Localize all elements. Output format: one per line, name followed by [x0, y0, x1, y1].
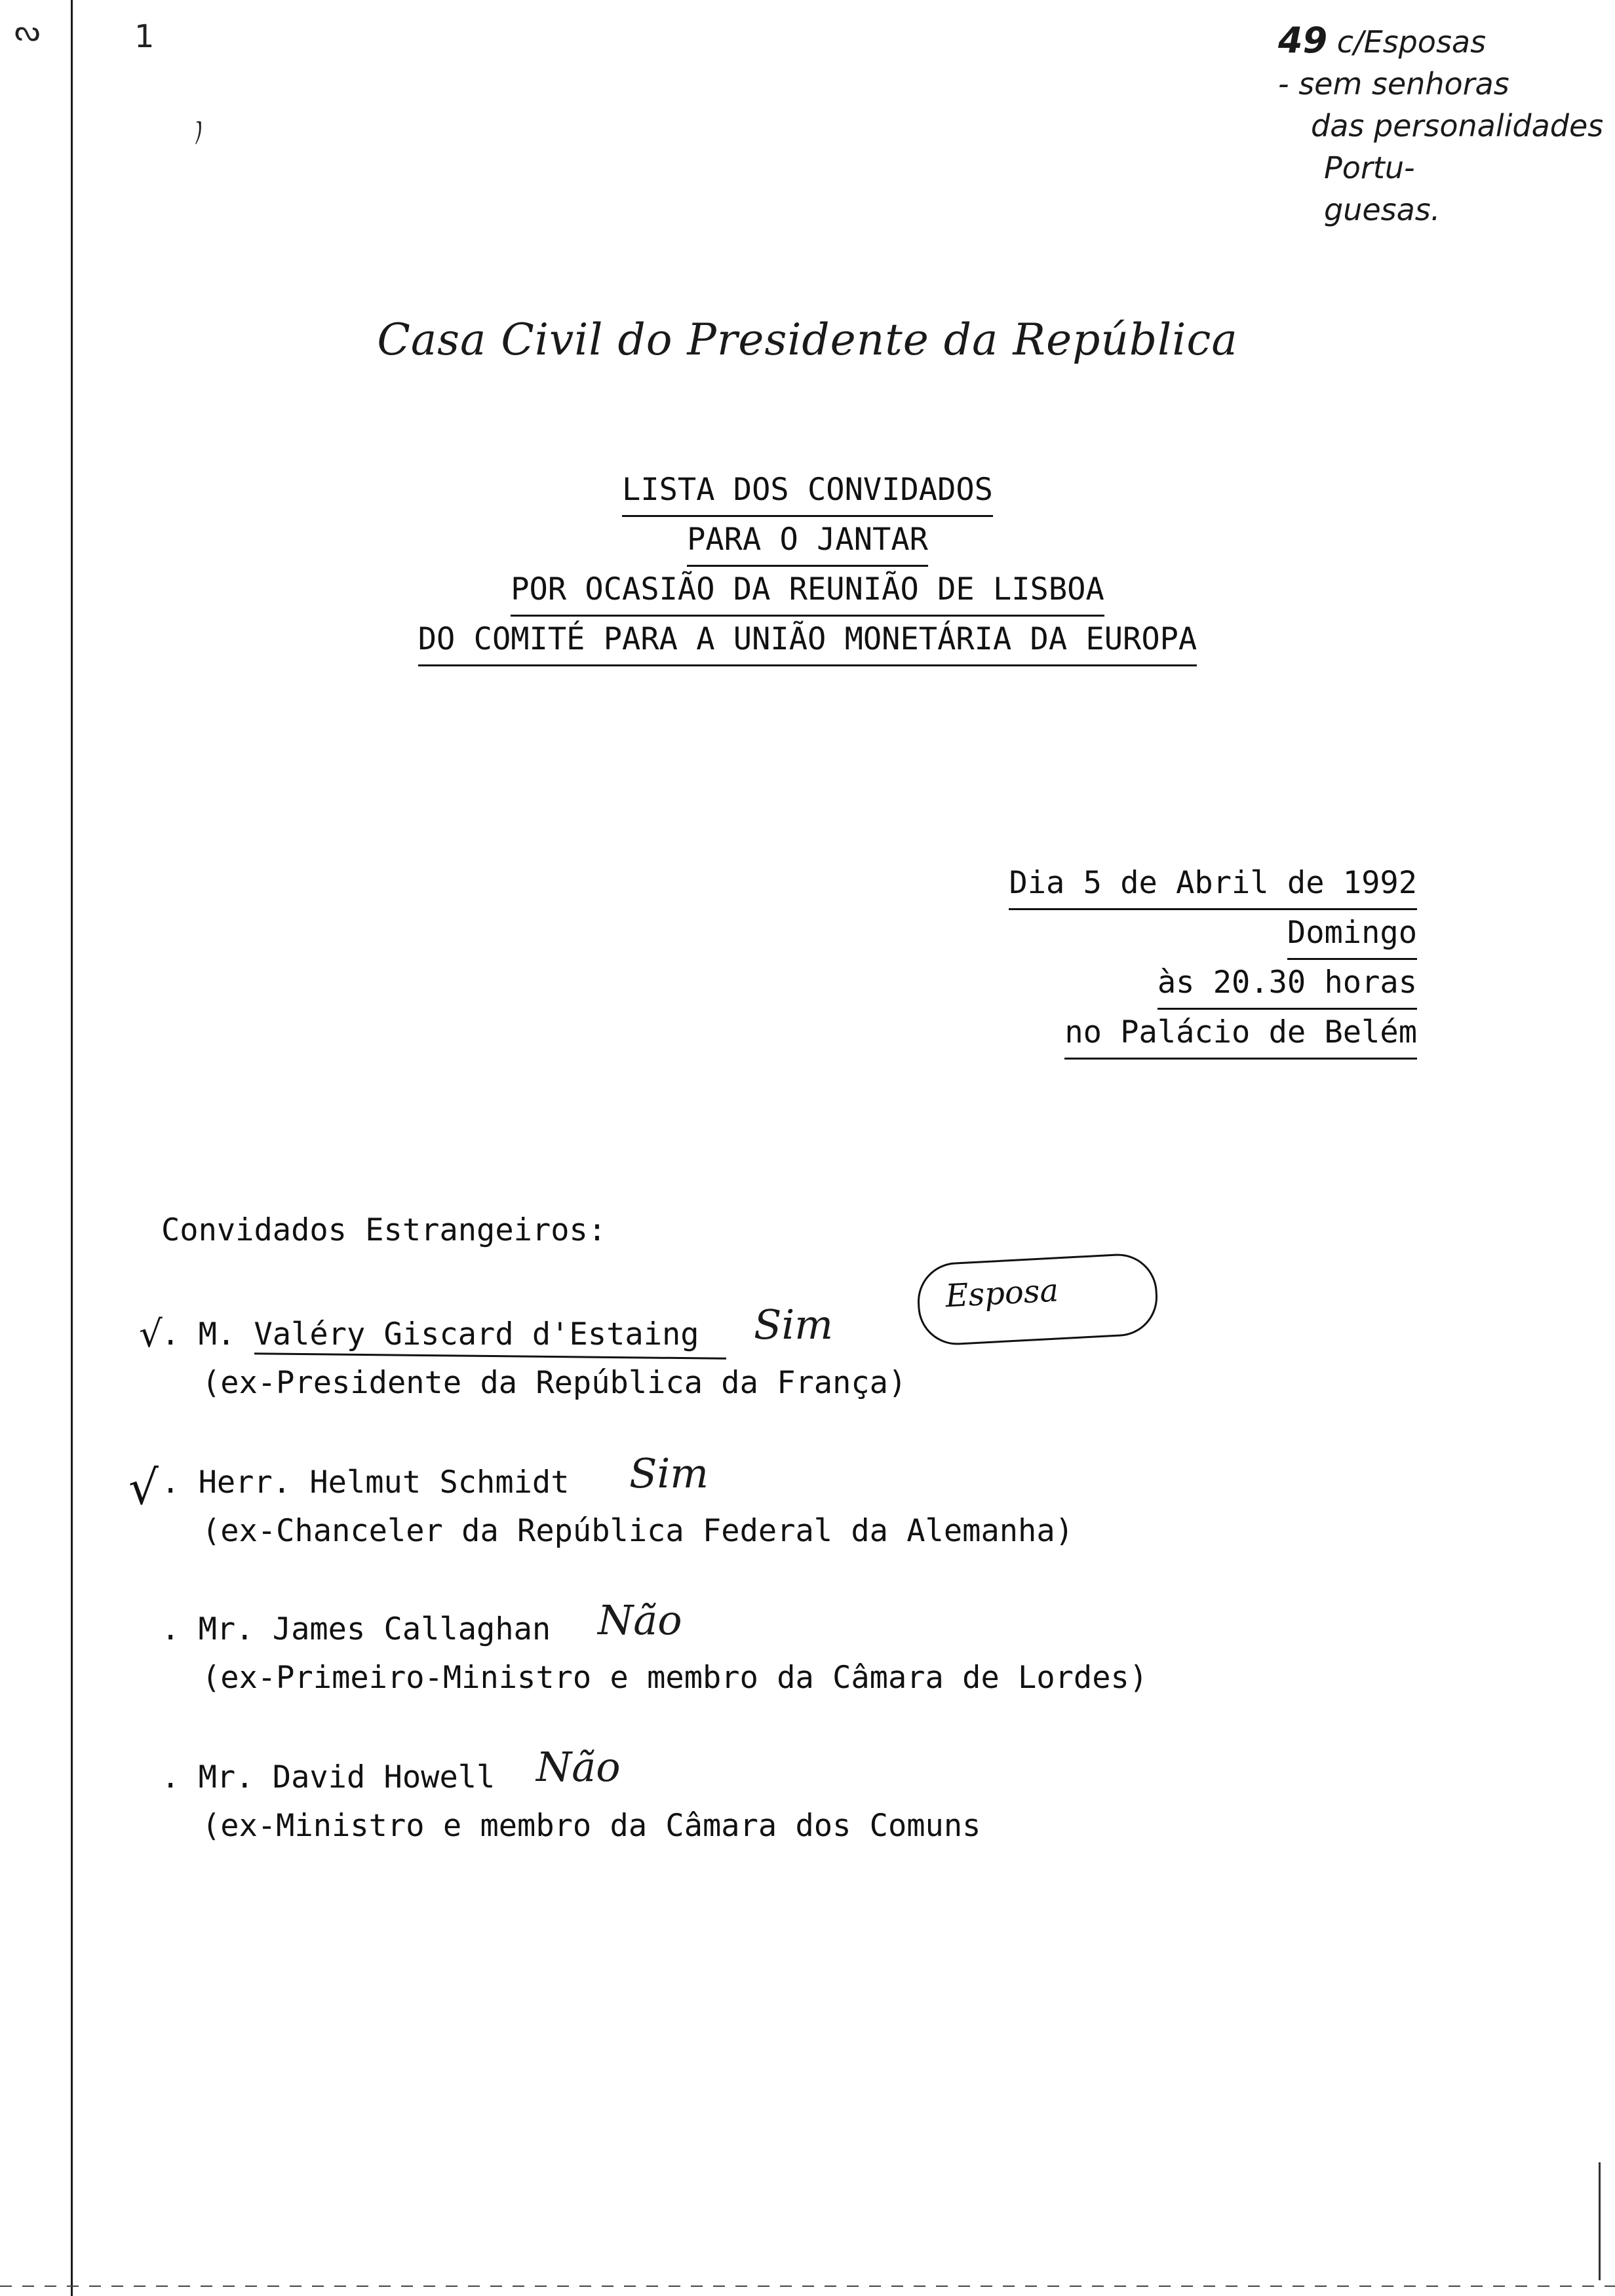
guest-role: (ex-Primeiro-Ministro e membro da Câmara de Lordes): [202, 1660, 1148, 1696]
handwritten-response: Não: [598, 1596, 682, 1644]
event-time: às 20.30 horas: [1158, 958, 1417, 1010]
guest-entry: [161, 1459, 1074, 1556]
handwritten-response: Sim: [629, 1449, 709, 1497]
event-weekday: Domingo: [1287, 908, 1417, 960]
right-edge-mark: [1599, 2162, 1601, 2280]
corner-index: 1: [134, 18, 155, 55]
guest-role: (ex-Presidente da República da França): [202, 1365, 907, 1401]
annotation-line-1: c/Esposas: [1336, 24, 1487, 60]
guest-role: (ex-Ministro e membro da Câmara dos Comuns: [202, 1808, 981, 1844]
annotation-line-2: - sem senhoras: [1278, 66, 1509, 102]
letterhead: Casa Civil do Presidente da República: [377, 315, 1238, 365]
event-details: [1009, 858, 1417, 1058]
annotation-line-5: guesas.: [1324, 192, 1441, 227]
title-line-1: LISTA DOS CONVIDADOS: [622, 465, 993, 517]
event-place: no Palácio de Belém: [1064, 1008, 1417, 1060]
guest-name: . M. Valéry Giscard d'Estaing: [161, 1316, 699, 1352]
title-line-2: PARA O JANTAR: [687, 515, 928, 567]
pen-stroke-mark: ノ: [180, 112, 218, 152]
event-date: Dia 5 de Abril de 1992: [1009, 858, 1417, 910]
handwritten-response: Sim: [754, 1301, 834, 1349]
guest-name: . Mr. James Callaghan: [161, 1611, 551, 1647]
section-heading: Convidados Estrangeiros:: [161, 1212, 607, 1248]
bottom-edge-dashes: [0, 2286, 1615, 2287]
guest-count: 49: [1278, 20, 1328, 61]
title-line-4: DO COMITÉ PARA A UNIÃO MONETÁRIA DA EUROPA: [418, 615, 1197, 666]
annotation-line-4: Portu-: [1324, 150, 1415, 185]
annotation-line-3: das personalidades: [1311, 108, 1604, 144]
handwritten-annotation: [1278, 20, 1603, 231]
title-line-3: POR OCASIÃO DA REUNIÃO DE LISBOA: [511, 565, 1104, 617]
handwritten-oval-note: [916, 1252, 1159, 1347]
checkmark-icon: √: [128, 1460, 159, 1515]
oval-note-text: Esposa: [944, 1272, 1060, 1315]
corner-symbol: ᔓ: [14, 14, 41, 48]
guest-name: . Herr. Helmut Schmidt: [161, 1464, 570, 1501]
handwritten-response: Não: [536, 1743, 621, 1791]
checkmark-icon: √: [139, 1313, 163, 1356]
guest-role: (ex-Chanceler da República Federal da Alemanha): [202, 1513, 1074, 1549]
guest-name: . Mr. David Howell: [161, 1759, 496, 1795]
document-title: [0, 465, 1615, 664]
